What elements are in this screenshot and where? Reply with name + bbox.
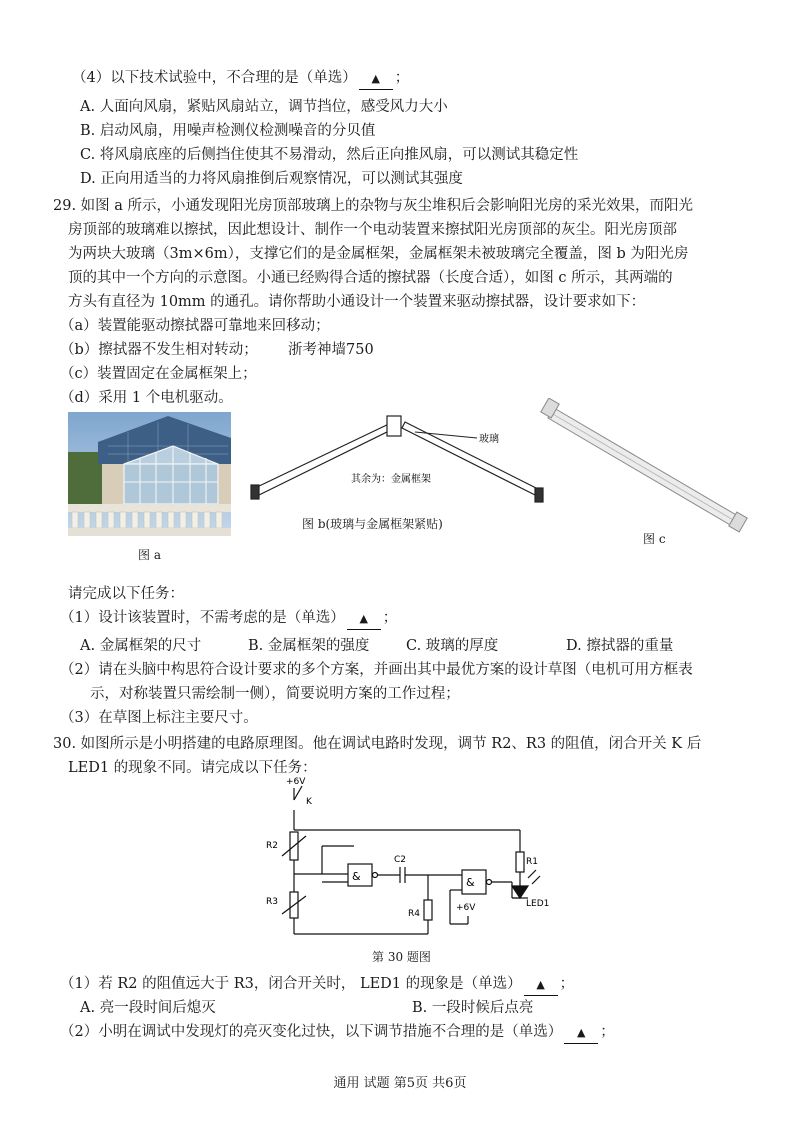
q28-option-c: C. 将风扇底座的后侧挡住使其不易滑动，然后正向推风扇，可以测试其稳定性 [80,147,579,163]
r1-label: R1 [526,857,538,867]
switch-k-label: K [306,797,312,807]
frame-label: 其余为：金属框架 [351,474,431,485]
q29-req-a: （a）装置能驱动擦拭器可靠地来回移动； [60,318,330,334]
watermark: 浙考神墙750 [288,342,374,358]
q29-tasks-heading: 请完成以下任务： [68,586,184,602]
q29-task1: （1）设计该装置时，不需考虑的是（单选）▲ ； [60,608,397,630]
answer-blank[interactable] [359,68,393,90]
q30-intro-line-2: LED1 的现象不同。请完成以下任务： [68,760,317,776]
q28-option-d: D. 正向用适当的力将风扇推倒后观察情况，可以测试其强度 [80,171,463,187]
q29-task3: （3）在草图上标注主要尺寸。 [60,710,258,726]
gate-2-label: & [466,876,475,889]
q29-task2-line-1: （2）请在头脑中构思符合设计要求的多个方案，并画出其中最优方案的设计草图（电机可用方框表 [60,662,693,678]
answer-blank[interactable] [564,1022,598,1044]
q30-figure-caption: 第 30 题图 [372,950,431,964]
q29-intro-line-3: 为两块大玻璃（3m×6m），支撑它们的是金属框架，金属框架未被玻璃完全覆盖，图 b 为阳光房 [68,246,689,262]
q29-task1-option-d: D. 擦拭器的重量 [566,638,674,654]
q29-task1-text: （1）设计该装置时，不需考虑的是（单选） [60,610,345,626]
q30-task2: （2）小明在调试中发现灯的亮灭变化过快，以下调节措施不合理的是（单选）▲ ； [60,1022,615,1044]
answer-blank[interactable] [524,974,558,996]
circuit-diagram [250,774,570,942]
gate-1-label: & [352,870,361,883]
switch-k-symbol [294,786,302,800]
q29-task1-option-b: B. 金属框架的强度 [248,638,370,654]
q28-sub4: （4）以下技术试验中，不合理的是（单选）▲ ； [72,68,409,90]
figure-a-caption: 图 a [138,548,161,562]
q29-req-b: （b）擦拭器不发生相对转动； [60,342,258,358]
q30-task1-option-a: A. 亮一段时间后熄灭 [80,1000,216,1016]
glass-label: 玻璃 [479,434,499,445]
figure-c-wiper [540,398,750,533]
q28-sub4-text: （4）以下技术试验中，不合理的是（单选） [72,70,357,86]
r1-symbol [516,852,524,872]
page-footer: 通用 试题 第5页 共6页 [333,1076,467,1091]
r4-symbol [424,900,432,920]
answer-blank[interactable] [347,608,381,630]
q29-req-c: （c）装置固定在金属框架上； [60,366,257,382]
sunroom-photo-illustration [68,412,231,536]
r2-label: R2 [266,841,278,851]
q30-task1: （1）若 R2 的阻值远大于 R3，闭合开关时， LED1 的现象是（单选）▲ ； [60,974,574,996]
q29-intro-line-5: 方头有直径为 10mm 的通孔。请你帮助小通设计一个装置来驱动擦拭器，设计要求如下： [68,294,646,310]
q29-intro-line-1: 29. 如图 a 所示，小通发现阳光房顶部玻璃上的杂物与灰尘堆积后会影响阳光房的采光效果，而阳光 [53,198,694,214]
figure-c-caption: 图 c [643,532,666,546]
q29-task2-line-2: 示，对称装置只需绘制一侧），简要说明方案的工作过程； [90,686,460,702]
vcc-bottom-label: +6V [456,903,476,913]
q30-task1-option-b: B. 一段时候后点亮 [412,1000,534,1016]
figure-a-photo [68,412,231,536]
led-symbol [512,886,528,898]
q28-option-b: B. 启动风扇，用噪声检测仪检测噪音的分贝值 [80,123,376,139]
q28-option-a: A. 人面向风扇，紧贴风扇站立，调节挡位，感受风力大小 [80,99,448,115]
q29-task1-option-a: A. 金属框架的尺寸 [80,638,202,654]
figure-b-caption: 图 b(玻璃与金属框架紧贴) [302,517,443,531]
vcc-top-label: +6V [286,777,306,787]
q30-intro-line-1: 30. 如图所示是小明搭建的电路原理图。他在调试电路时发现，调节 R2、R3 的阻值，闭合开关 K 后 [53,736,702,752]
r3-label: R3 [266,897,278,907]
q29-task1-option-c: C. 玻璃的厚度 [406,638,499,654]
led1-label: LED1 [526,899,550,909]
r4-label: R4 [408,909,420,919]
figure-b-roof-diagram [245,408,555,508]
q30-task1-text: （1）若 R2 的阻值远大于 R3，闭合开关时， LED1 的现象是（单选） [60,976,522,992]
c2-label: C2 [394,855,407,865]
q30-task2-text: （2）小明在调试中发现灯的亮灭变化过快，以下调节措施不合理的是（单选） [60,1024,563,1040]
q29-req-d: （d）采用 1 个电机驱动。 [60,390,233,406]
q29-intro-line-4: 顶的其中一个方向的示意图。小通已经购得合适的擦拭器（长度合适），如图 c 所示，其两端的 [68,270,673,286]
q29-intro-line-2: 房顶部的玻璃难以擦拭，因此想设计、制作一个电动装置来擦拭阳光房顶部的灰尘。阳光房顶部 [68,222,677,238]
